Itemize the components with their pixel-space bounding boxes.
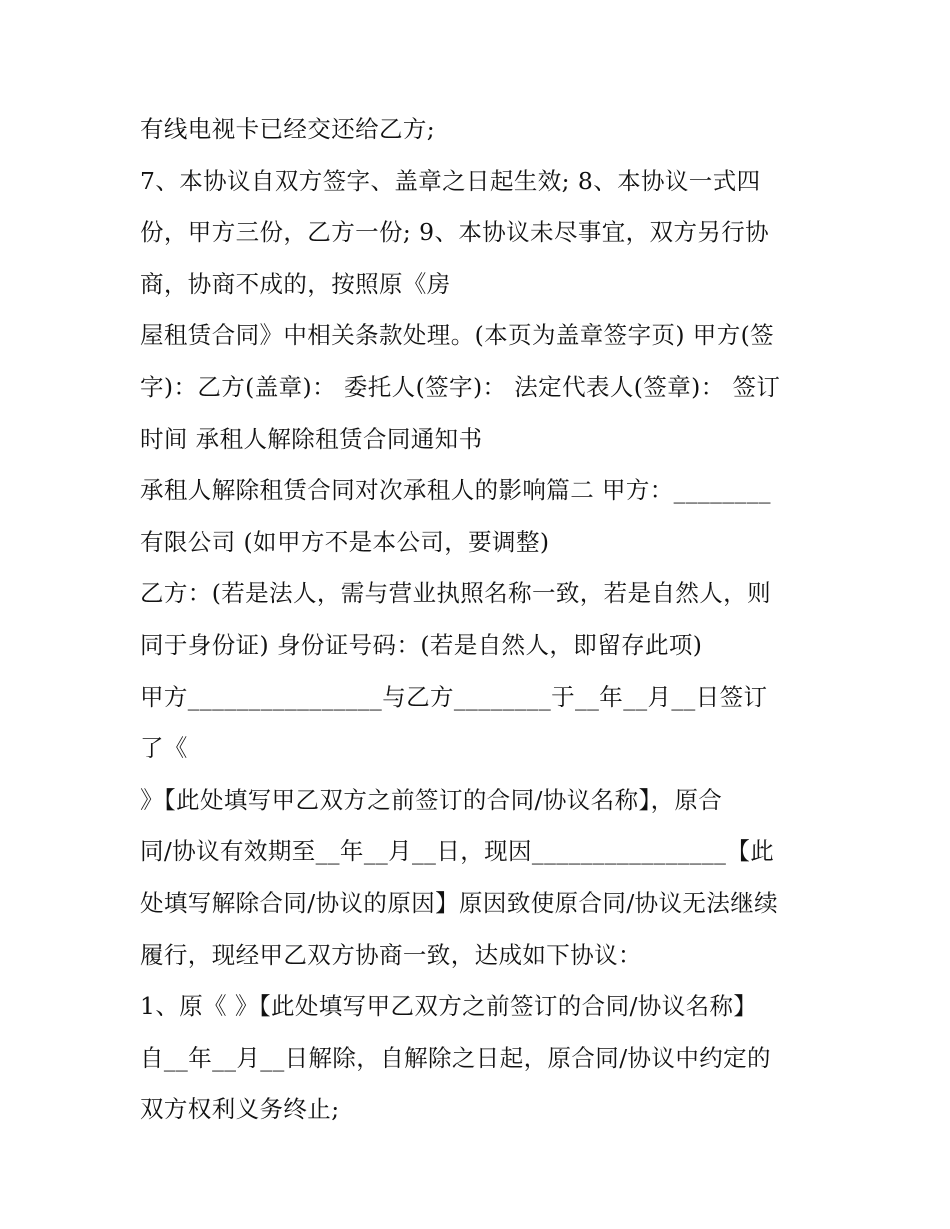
text-line: 份，甲方三份，乙方一份; 9、本协议未尽事宜，双方另行协: [140, 218, 770, 247]
text-line: 》【此处填写甲乙双方之前签订的合同/协议名称】，原合: [140, 785, 723, 814]
text-line: 商，协商不成的，按照原《房: [140, 269, 451, 298]
text-line: 同于身份证) 身份证号码：(若是自然人，即留存此项): [140, 630, 703, 659]
text-line: 双方权利义务终止;: [140, 1095, 340, 1124]
text-line: 乙方：(若是法人，需与营业执照名称一致，若是自然人，则: [140, 579, 771, 608]
text-line: 甲方________________与乙方________于__年__月__日签订: [140, 682, 768, 711]
text-line: 时间 承租人解除租赁合同通知书: [140, 424, 483, 453]
text-line: 承租人解除租赁合同对次承租人的影响篇二 甲方：________: [140, 476, 771, 505]
document-body: [140, 108, 830, 1140]
text-line: 有限公司 (如甲方不是本公司，要调整): [140, 527, 550, 556]
text-line: 了《: [140, 734, 188, 763]
text-line: 同/协议有效期至__年__月__日，现因________________【此: [140, 837, 775, 866]
text-line: 处填写解除合同/协议的原因】原因致使原合同/协议无法继续: [140, 888, 779, 917]
text-line: 屋租赁合同》中相关条款处理。(本页为盖章签字页) 甲方(签: [140, 321, 775, 350]
text-line: 自__年__月__日解除，自解除之日起，原合同/协议中约定的: [140, 1043, 771, 1072]
text-line: 履行，现经甲乙双方协商一致，达成如下协议：: [140, 940, 642, 969]
text-line: 字)：乙方(盖章)： 委托人(签字)： 法定代表人(签章)： 签订: [140, 372, 781, 401]
text-line: 1、原《 》【此处填写甲乙双方之前签订的合同/协议名称】: [140, 992, 758, 1021]
text-line: 7、本协议自双方签字、盖章之日起生效; 8、本协议一式四: [140, 166, 761, 195]
text-line: 有线电视卡已经交还给乙方;: [140, 115, 436, 143]
